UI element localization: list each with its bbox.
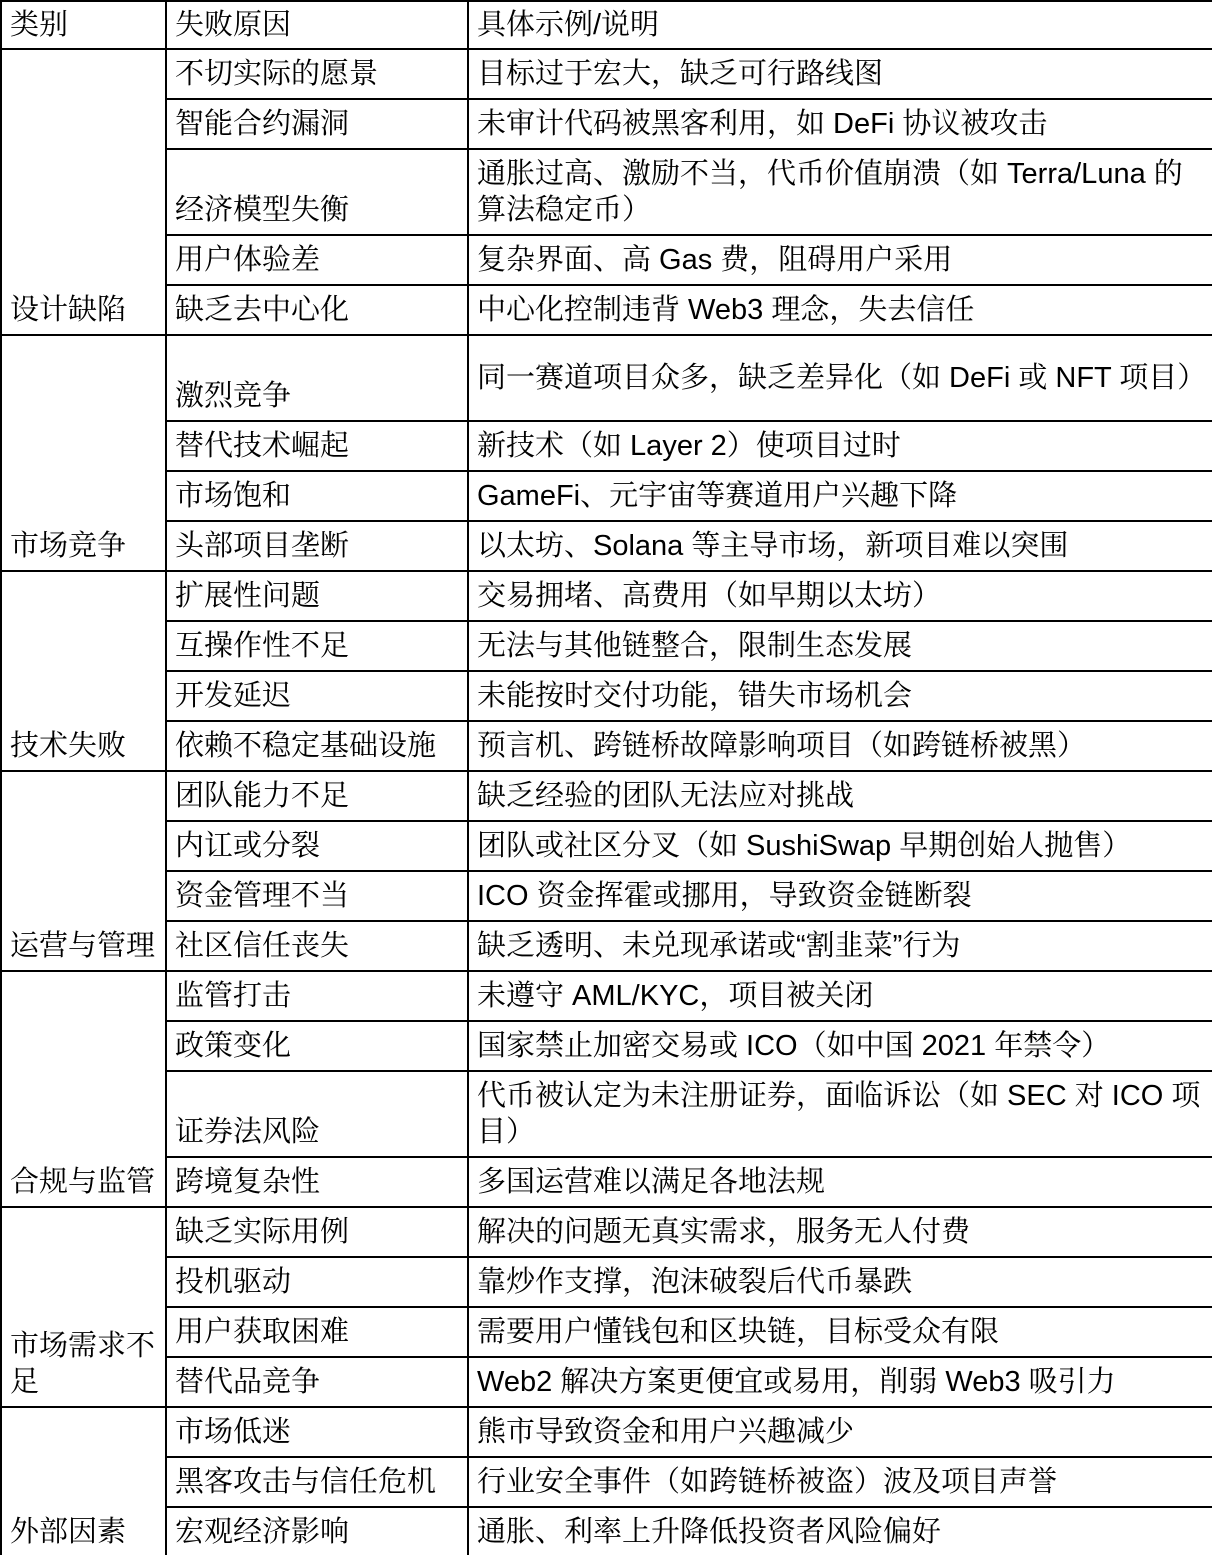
reason-cell: 监管打击 [166,971,468,1021]
category-cell: 运营与管理 [1,771,166,971]
detail-cell: 预言机、跨链桥故障影响项目（如跨链桥被黑） [468,721,1212,771]
detail-cell: 通胀、利率上升降低投资者风险偏好 [468,1507,1212,1555]
detail-cell: 需要用户懂钱包和区块链，目标受众有限 [468,1307,1212,1357]
reason-cell: 宏观经济影响 [166,1507,468,1555]
reason-cell: 投机驱动 [166,1257,468,1307]
reason-cell: 激烈竞争 [166,335,468,421]
detail-cell: 同一赛道项目众多，缺乏差异化（如 DeFi 或 NFT 项目） [468,335,1212,421]
reason-cell: 团队能力不足 [166,771,468,821]
table-row [1,871,1212,921]
table-row [1,1157,1212,1207]
table-row [1,821,1212,871]
detail-cell: 缺乏经验的团队无法应对挑战 [468,771,1212,821]
reason-cell: 扩展性问题 [166,571,468,621]
table-row [1,771,1212,821]
table-row [1,235,1212,285]
reason-cell: 跨境复杂性 [166,1157,468,1207]
table-row [1,1257,1212,1307]
header-row [1,1,1212,49]
table-row [1,1457,1212,1507]
table-row [1,1507,1212,1555]
table-body [1,49,1212,1555]
detail-cell: 解决的问题无真实需求，服务无人付费 [468,1207,1212,1257]
header-detail: 具体示例/说明 [468,1,1212,49]
reason-cell: 依赖不稳定基础设施 [166,721,468,771]
detail-cell: 国家禁止加密交易或 ICO（如中国 2021 年禁令） [468,1021,1212,1071]
category-cell: 市场竞争 [1,335,166,571]
reason-cell: 智能合约漏洞 [166,99,468,149]
table-row [1,1307,1212,1357]
table-row [1,49,1212,99]
detail-cell: 中心化控制违背 Web3 理念，失去信任 [468,285,1212,335]
detail-cell: 缺乏透明、未兑现承诺或“割韭菜”行为 [468,921,1212,971]
category-cell: 技术失败 [1,571,166,771]
table-row [1,99,1212,149]
table-row [1,1357,1212,1407]
table-row [1,721,1212,771]
reason-cell: 黑客攻击与信任危机 [166,1457,468,1507]
category-cell: 合规与监管 [1,971,166,1207]
table-row [1,571,1212,621]
reason-cell: 不切实际的愿景 [166,49,468,99]
table-row [1,971,1212,1021]
detail-cell: 团队或社区分叉（如 SushiSwap 早期创始人抛售） [468,821,1212,871]
detail-cell: 新技术（如 Layer 2）使项目过时 [468,421,1212,471]
detail-cell: 多国运营难以满足各地法规 [468,1157,1212,1207]
table-row [1,1207,1212,1257]
table-row [1,521,1212,571]
category-cell: 市场需求不足 [1,1207,166,1407]
reason-cell: 政策变化 [166,1021,468,1071]
detail-cell: 未能按时交付功能，错失市场机会 [468,671,1212,721]
reason-cell: 证券法风险 [166,1071,468,1157]
table-row [1,621,1212,671]
table-row [1,285,1212,335]
table-row [1,1021,1212,1071]
detail-cell: 目标过于宏大，缺乏可行路线图 [468,49,1212,99]
reason-cell: 开发延迟 [166,671,468,721]
category-cell: 设计缺陷 [1,49,166,335]
reason-cell: 资金管理不当 [166,871,468,921]
reason-cell: 缺乏去中心化 [166,285,468,335]
detail-cell: 以太坊、Solana 等主导市场，新项目难以突围 [468,521,1212,571]
detail-cell: 未审计代码被黑客利用，如 DeFi 协议被攻击 [468,99,1212,149]
detail-cell: ICO 资金挥霍或挪用，导致资金链断裂 [468,871,1212,921]
table-row [1,149,1212,235]
table-row [1,335,1212,421]
header-reason: 失败原因 [166,1,468,49]
reason-cell: 替代技术崛起 [166,421,468,471]
detail-cell: 无法与其他链整合，限制生态发展 [468,621,1212,671]
table-row [1,471,1212,521]
detail-cell: 靠炒作支撑，泡沫破裂后代币暴跌 [468,1257,1212,1307]
table-row [1,421,1212,471]
reason-cell: 市场低迷 [166,1407,468,1457]
table-row [1,1407,1212,1457]
detail-cell: 行业安全事件（如跨链桥被盗）波及项目声誉 [468,1457,1212,1507]
detail-cell: 代币被认定为未注册证券，面临诉讼（如 SEC 对 ICO 项目） [468,1071,1212,1157]
table-row [1,671,1212,721]
category-cell: 外部因素 [1,1407,166,1555]
header-category: 类别 [1,1,166,49]
reason-cell: 经济模型失衡 [166,149,468,235]
detail-cell: 通胀过高、激励不当，代币价值崩溃（如 Terra/Luna 的算法稳定币） [468,149,1212,235]
reason-cell: 内讧或分裂 [166,821,468,871]
reason-cell: 互操作性不足 [166,621,468,671]
detail-cell: 交易拥堵、高费用（如早期以太坊） [468,571,1212,621]
reason-cell: 缺乏实际用例 [166,1207,468,1257]
detail-cell: 未遵守 AML/KYC，项目被关闭 [468,971,1212,1021]
detail-cell: 复杂界面、高 Gas 费，阻碍用户采用 [468,235,1212,285]
reason-cell: 市场饱和 [166,471,468,521]
detail-cell: Web2 解决方案更便宜或易用，削弱 Web3 吸引力 [468,1357,1212,1407]
detail-cell: GameFi、元宇宙等赛道用户兴趣下降 [468,471,1212,521]
reason-cell: 头部项目垄断 [166,521,468,571]
table-row [1,921,1212,971]
reason-cell: 社区信任丧失 [166,921,468,971]
reason-cell: 替代品竞争 [166,1357,468,1407]
detail-cell: 熊市导致资金和用户兴趣减少 [468,1407,1212,1457]
reason-cell: 用户体验差 [166,235,468,285]
reason-cell: 用户获取困难 [166,1307,468,1357]
table-row [1,1071,1212,1157]
